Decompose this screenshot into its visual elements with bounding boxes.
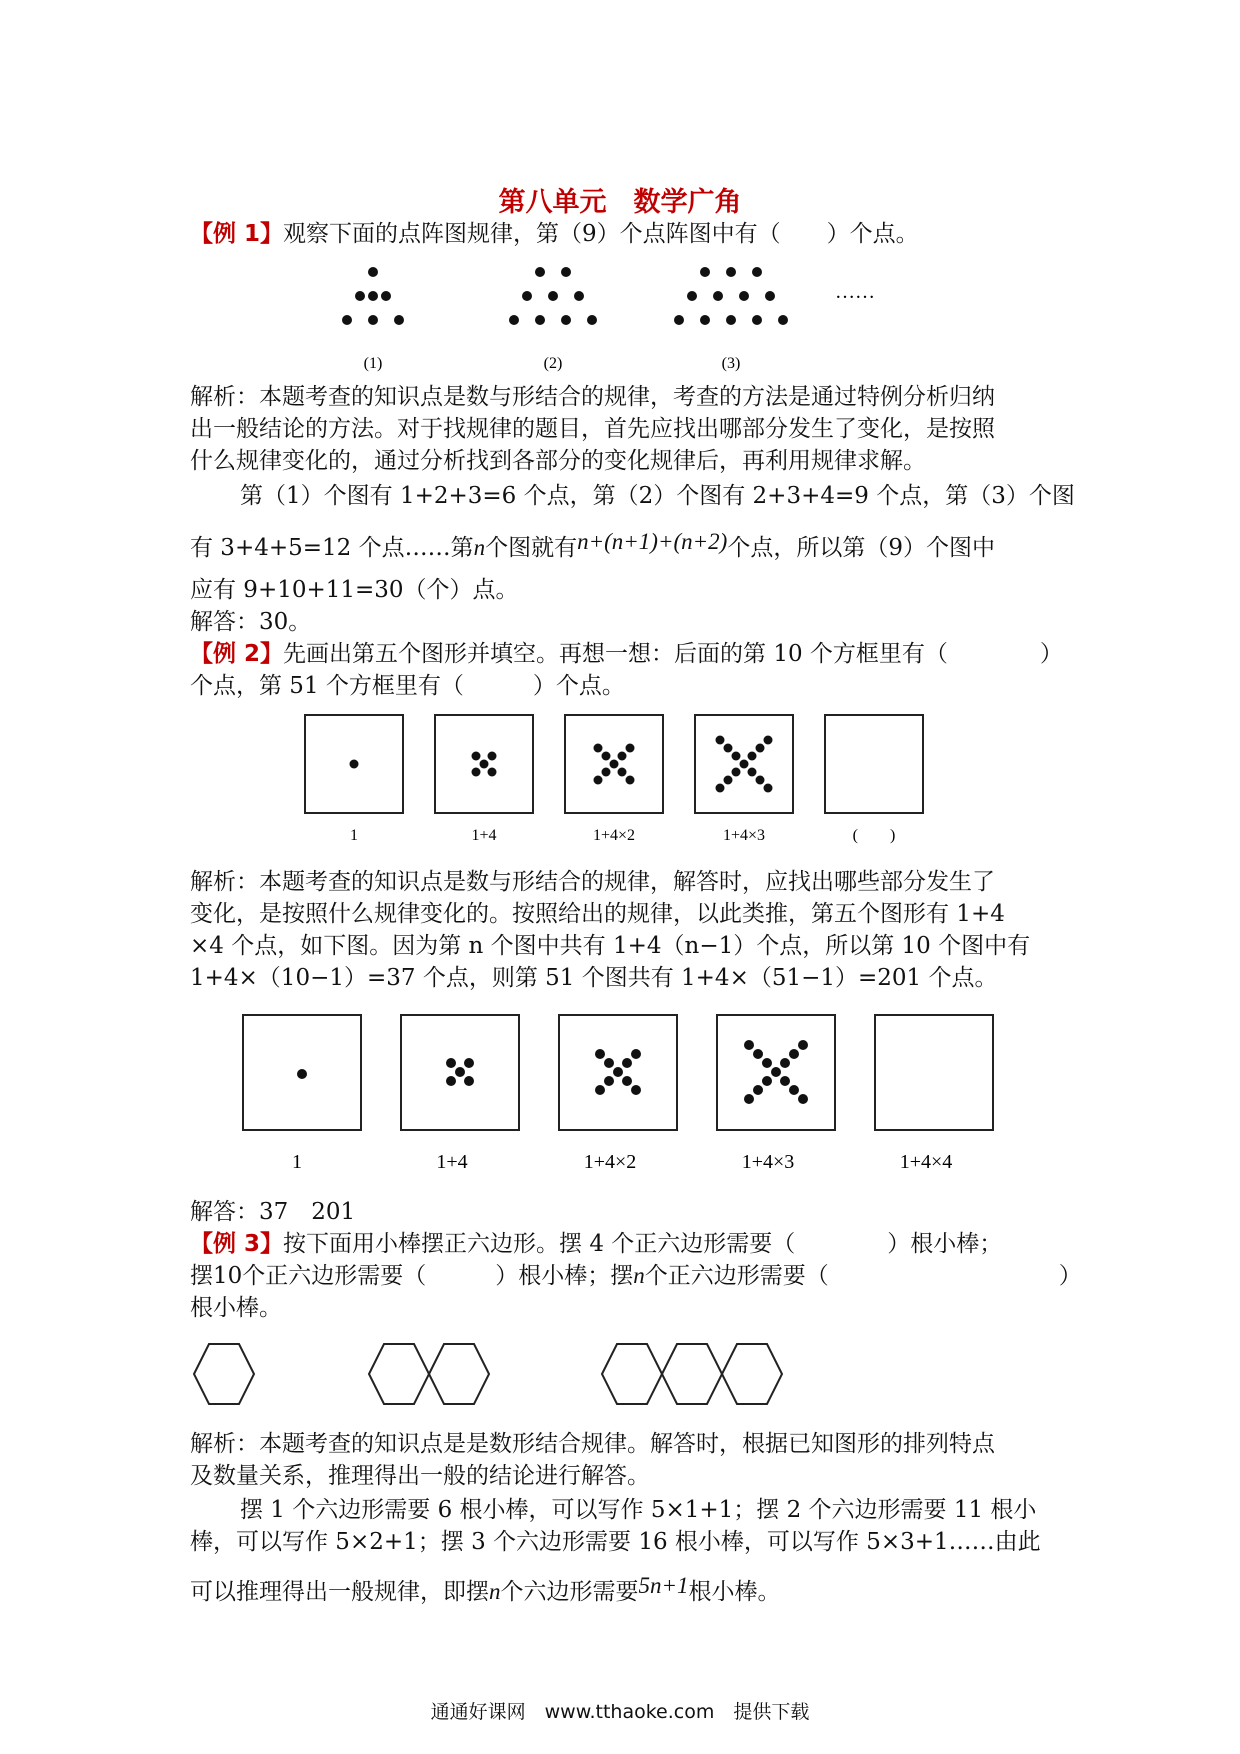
dot <box>764 784 773 793</box>
text-segment: 可以推理得出一般规律，即摆 <box>190 1579 489 1605</box>
dot <box>700 267 710 277</box>
dot <box>765 291 775 301</box>
dot <box>548 291 558 301</box>
dot-triangle-1 <box>342 267 404 325</box>
example-1-answer: 解答：30。 <box>190 609 312 635</box>
example-3-detail-line: 棒，可以写作 5×2+1；摆 3 个六边形需要 16 根小棒，可以写作 5×3+1……由此 <box>190 1529 1041 1555</box>
dot <box>748 752 757 761</box>
example-1-analysis-line: 出一般结论的方法。对于找规律的题目，首先应找出哪部分发生了变化，是按照 <box>190 416 995 442</box>
example-3-detail-line: 摆 1 个六边形需要 6 根小棒，可以写作 5×1+1；摆 2 个六边形需要 11 根小 <box>240 1497 1037 1523</box>
text-segment: 个六边形需要 <box>500 1579 639 1605</box>
dot <box>716 736 725 745</box>
figure-label-1: (1) <box>363 355 383 372</box>
dot <box>602 768 611 777</box>
example-2-analysis-line: 变化，是按照什么规律变化的。按照给出的规律，以此类推，第五个图形有 1+4 <box>190 901 1005 927</box>
math-variable: n <box>633 1263 645 1288</box>
dot <box>464 1058 474 1068</box>
example-3-detail-line <box>190 1573 781 1608</box>
dot <box>381 291 391 301</box>
dot <box>488 768 497 777</box>
example-1-detail-line: 第（1）个图有 1+2+3=6 个点，第（2）个图有 2+3+4=9 个点，第（3）个图 <box>240 483 1075 509</box>
dot <box>574 291 584 301</box>
dot <box>587 315 597 325</box>
hexagon <box>369 1344 429 1404</box>
text-segment: 摆10个正六边形需要（ ）根小棒；摆 <box>190 1263 634 1289</box>
dot <box>700 315 710 325</box>
hexagon <box>429 1344 489 1404</box>
dot <box>626 776 635 785</box>
dot <box>798 1040 808 1050</box>
dot <box>753 1085 763 1095</box>
dot <box>368 315 378 325</box>
dot <box>724 744 733 753</box>
dot <box>687 291 697 301</box>
figure-label: 1+4×3 <box>722 827 766 844</box>
example-2-analysis-line: 1+4×（10−1）=37 个点，则第 51 个图共有 1+4×（51−1）=201 个点。 <box>190 965 998 991</box>
dot <box>480 760 489 769</box>
dot <box>744 1040 754 1050</box>
figure-label: 1+4×4 <box>899 1151 953 1172</box>
example-1-question <box>190 218 919 250</box>
figure-label: 1+4×2 <box>592 827 636 844</box>
dot <box>595 1085 605 1095</box>
dot <box>618 768 627 777</box>
dot <box>613 1067 623 1077</box>
dot <box>756 744 765 753</box>
figure-label: 1+4×2 <box>583 1151 637 1172</box>
dot <box>594 744 603 753</box>
example-3-analysis-line: 解析：本题考查的知识点是是数形结合规律。解答时，根据已知图形的排列特点 <box>190 1431 995 1457</box>
example-3-question-cont: 根小棒。 <box>190 1295 282 1321</box>
dot <box>752 315 762 325</box>
hexagon-figure-1 <box>194 1344 254 1404</box>
dot <box>789 1049 799 1059</box>
example-1-analysis-line: 什么规律变化的，通过分析找到各部分的变化规律后，再利用规律求解。 <box>190 448 926 474</box>
dot <box>762 1076 772 1086</box>
dot <box>789 1085 799 1095</box>
dot <box>350 760 359 769</box>
dot <box>674 315 684 325</box>
dot <box>732 752 741 761</box>
dot <box>604 1076 614 1086</box>
square-dot-figures-bottom <box>235 1012 1005 1172</box>
dot <box>756 776 765 785</box>
dot <box>626 744 635 753</box>
dot <box>780 1058 790 1068</box>
dot <box>726 315 736 325</box>
dot-triangle-figures <box>330 260 890 380</box>
dot <box>594 776 603 785</box>
text-segment: 个图就有 <box>485 535 578 561</box>
dot <box>509 315 519 325</box>
dot <box>297 1069 307 1079</box>
dot <box>604 1058 614 1068</box>
dot <box>780 1076 790 1086</box>
text-segment: 有 3+4+5=12 个点……第 <box>190 535 474 561</box>
dot <box>732 768 741 777</box>
page-footer: 通通好课网 www.tthaoke.com 提供下载 <box>430 1701 810 1723</box>
figure-label: 1+4 <box>436 1151 468 1172</box>
dot <box>631 1085 641 1095</box>
dot <box>488 752 497 761</box>
math-formula: n+(n+1)+(n+2) <box>577 529 728 554</box>
dot <box>622 1058 632 1068</box>
dot <box>622 1076 632 1086</box>
example-1-analysis-line: 解析：本题考查的知识点是数与形结合的规律，考查的方法是通过特例分析归纳 <box>190 384 995 410</box>
example-3-question-cont <box>190 1260 1082 1292</box>
figure-label: 1+4×3 <box>741 1151 795 1172</box>
hexagon-figures <box>185 1332 825 1422</box>
example-3-question-text: 按下面用小棒摆正六边形。摆 4 个正六边形需要（ ）根小棒； <box>283 1231 1003 1257</box>
figure-label: 1 <box>292 1151 302 1172</box>
dot <box>342 315 352 325</box>
hexagon <box>602 1344 662 1404</box>
example-1-detail-line <box>190 529 995 564</box>
dot <box>744 1094 754 1104</box>
example-3-question <box>190 1228 1002 1260</box>
dot <box>355 291 365 301</box>
dot <box>535 315 545 325</box>
example-2-analysis-line: ×4 个点，如下图。因为第 n 个图中共有 1+4（n−1）个点，所以第 10 个图中有 <box>190 933 1031 959</box>
square-5-empty <box>875 1015 993 1130</box>
dot <box>716 784 725 793</box>
dot <box>713 291 723 301</box>
figure-label-2: (2) <box>543 355 563 372</box>
dot <box>446 1076 456 1086</box>
hexagon <box>722 1344 782 1404</box>
hexagon <box>662 1344 722 1404</box>
square-dot-figures-top <box>300 712 940 852</box>
example-2-answer: 解答：37 201 <box>190 1199 356 1225</box>
dot <box>464 1076 474 1086</box>
example-1-detail-line: 应有 9+10+11=30（个）点。 <box>190 577 519 603</box>
dot <box>771 1067 781 1077</box>
text-segment: 个正六边形需要（ ） <box>644 1263 1082 1289</box>
square-5-empty <box>825 715 923 813</box>
example-2-tag: 【例 2】 <box>190 641 284 667</box>
hexagon-figure-3 <box>602 1344 782 1404</box>
figure-label-3: (3) <box>721 355 741 372</box>
dot <box>739 291 749 301</box>
figure-label: 1+4 <box>471 827 497 844</box>
dot <box>631 1049 641 1059</box>
dot <box>561 267 571 277</box>
dot <box>740 760 749 769</box>
dot <box>595 1049 605 1059</box>
example-2-analysis-line: 解析：本题考查的知识点是数与形结合的规律，解答时，应找出哪些部分发生了 <box>190 869 995 895</box>
dot <box>561 315 571 325</box>
dot-triangle-3 <box>674 267 788 325</box>
figure-label: ( ) <box>852 827 896 844</box>
hexagon-figure-2 <box>369 1344 489 1404</box>
dot <box>764 736 773 745</box>
dot <box>472 768 481 777</box>
ellipsis: …… <box>835 281 875 303</box>
dot <box>753 1049 763 1059</box>
dot <box>724 776 733 785</box>
dot <box>368 267 378 277</box>
dot <box>798 1094 808 1104</box>
dot <box>610 760 619 769</box>
dot <box>368 291 378 301</box>
dot-triangle-2 <box>509 267 597 325</box>
example-3-analysis-line: 及数量关系，推理得出一般的结论进行解答。 <box>190 1463 650 1489</box>
dot <box>618 752 627 761</box>
example-2-question-cont: 个点，第 51 个方框里有（ ）个点。 <box>190 673 625 699</box>
math-formula: 5n+1 <box>638 1573 689 1598</box>
page-title: 第八单元 数学广角 <box>498 187 742 218</box>
math-variable: n <box>489 1579 501 1604</box>
math-variable: n <box>473 535 486 560</box>
dot <box>446 1058 456 1068</box>
dot <box>522 291 532 301</box>
dot <box>472 752 481 761</box>
example-1-question-text: 观察下面的点阵图规律，第（9）个点阵图中有（ ）个点。 <box>283 221 919 247</box>
dot <box>535 267 545 277</box>
example-2-question-text: 先画出第五个图形并填空。再想一想：后面的第 10 个方框里有（ ） <box>283 641 1063 667</box>
figure-label: 1 <box>350 827 358 844</box>
example-2-question <box>190 638 1063 670</box>
dot <box>394 315 404 325</box>
example-1-tag: 【例 1】 <box>190 221 284 247</box>
text-segment: 个点，所以第（9）个图中 <box>727 535 995 561</box>
dot <box>752 267 762 277</box>
text-segment: 根小棒。 <box>688 1579 781 1605</box>
dot <box>726 267 736 277</box>
example-3-tag: 【例 3】 <box>190 1231 284 1257</box>
dot <box>602 752 611 761</box>
dot <box>455 1067 465 1077</box>
dot <box>748 768 757 777</box>
dot <box>762 1058 772 1068</box>
dot <box>778 315 788 325</box>
